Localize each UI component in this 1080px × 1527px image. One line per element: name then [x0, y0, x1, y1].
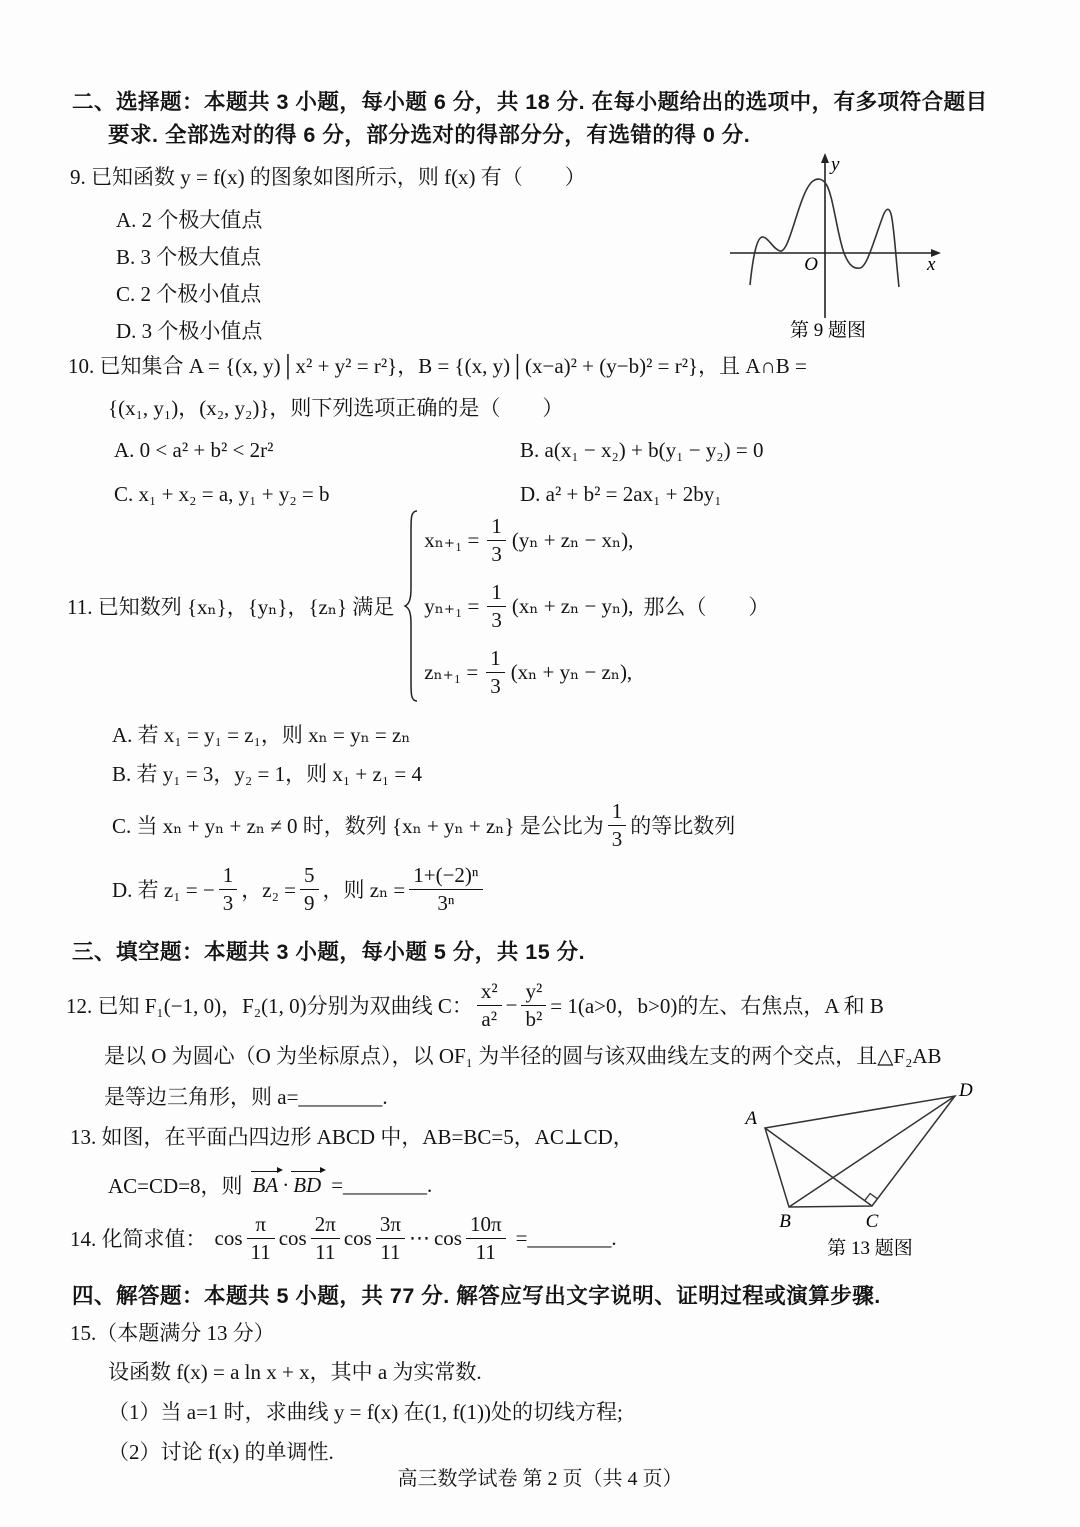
q9-function-graph	[703, 146, 953, 346]
q11-option-d-fraction3	[409, 864, 482, 915]
q12-stem-line2: 是以 O 为圆心（O 为坐标原点），以 OF₁ 为半径的圆与该双曲线左支的两个交点，且△F₂AB	[104, 1044, 942, 1068]
q13-line2-post: =________.	[331, 1172, 433, 1197]
question-9	[70, 162, 690, 350]
q13-line2-pre: AC=CD=8，则	[108, 1174, 243, 1198]
q11-option-c-pre: C. 当 xₙ + yₙ + zₙ ≠ 0 时，数列 {xₙ + yₙ + zₙ} 是公比为	[112, 814, 604, 838]
q15-stem-line1: 15.（本题满分 13 分）	[70, 1321, 275, 1345]
section2-heading-line1: 二、选择题：本题共 3 小题，每小题 6 分，共 18 分. 在每小题给出的选项中，有多项符合题目	[72, 90, 988, 114]
q11-d-frac2-numerator: 5	[300, 864, 319, 890]
q14-term3-fraction	[376, 1213, 405, 1264]
q14-term3-denominator: 11	[380, 1239, 401, 1264]
q11-option-d	[112, 856, 1012, 922]
question-10	[68, 344, 1028, 516]
q11-c-numerator: 1	[608, 800, 627, 826]
question-15	[70, 1318, 970, 1467]
q14-term3-fn: cos	[343, 1225, 372, 1250]
q11-equation-3	[424, 639, 633, 705]
q12-fraction1	[477, 980, 502, 1031]
system-brace-icon	[402, 508, 420, 704]
y-axis-label: y	[831, 154, 840, 175]
diagonal-bd	[789, 1096, 955, 1207]
q11-eq1-fraction	[487, 515, 506, 566]
q14-term2-denominator: 11	[315, 1239, 336, 1264]
q9-stem: 9. 已知函数 y = f(x) 的图象如图所示，则 f(x) 有（ ）	[70, 165, 586, 189]
q11-stem-prefix: 11. 已知数列 {xₙ}，{yₙ}，{zₙ} 满足	[67, 595, 395, 619]
vertex-b-label: B	[779, 1211, 791, 1232]
q10-option-b: B. a(x₁ − x₂) + b(y₁ − y₂) = 0	[520, 438, 764, 462]
q13-stem-line2	[70, 1170, 730, 1200]
q11-eq3-fraction	[486, 647, 505, 698]
q12-frac1-denominator: a²	[481, 1006, 498, 1031]
vertex-c-label: C	[865, 1211, 879, 1232]
q12-stem-line3: 是等边三角形，则 a=________.	[104, 1085, 388, 1109]
page-footer: 高三数学试卷 第 2 页（共 4 页）	[397, 1468, 683, 1490]
question-11	[67, 505, 769, 707]
q13-dot-operator: ·	[282, 1172, 290, 1197]
q12-stem-line1	[66, 974, 1036, 1036]
q11-option-c-post: 的等比数列	[630, 814, 736, 838]
q10-option-a: A. 0 < a² + b² < 2r²	[114, 438, 274, 462]
q12-frac2-numerator: y²	[521, 980, 546, 1006]
q14-term1-fn: cos	[214, 1225, 243, 1250]
q11-eq1-rhs: (yₙ + zₙ − xₙ),	[511, 527, 634, 552]
q11-eq2-denominator: 3	[491, 607, 502, 632]
y-axis-arrow-icon	[821, 153, 829, 163]
q11-eq2-rhs: (xₙ + zₙ − yₙ),	[511, 593, 634, 618]
q9-option-c: C. 2 个极小值点	[116, 282, 262, 306]
q11-option-d-mid2: ，则 zₙ =	[322, 878, 406, 902]
q14-term2-fraction	[311, 1213, 340, 1264]
q11-equation-system	[424, 507, 633, 705]
vertex-a-label: A	[745, 1108, 757, 1129]
q13-quadrilateral-figure	[715, 1082, 1015, 1267]
diagonal-ac	[765, 1128, 872, 1206]
q9-option-a: A. 2 个极大值点	[116, 208, 263, 232]
q14-term1-denominator: 11	[250, 1239, 271, 1264]
q11-option-c	[112, 794, 1012, 856]
q15-part2: （2）讨论 f(x) 的单调性.	[108, 1440, 334, 1464]
q11-option-c-fraction	[608, 800, 627, 851]
q11-eq2-lhs: yₙ₊₁ =	[424, 593, 480, 618]
q9-option-b: B. 3 个极大值点	[116, 245, 262, 269]
q13-vector-ba: BA	[249, 1173, 283, 1198]
section2-heading-line2: 要求. 全部选对的得 6 分，部分选对的得部分分，有选错的得 0 分.	[108, 123, 751, 147]
q9-option-d: D. 3 个极小值点	[116, 319, 263, 343]
q14-term1-numerator: π	[247, 1213, 275, 1239]
q14-pre: 14. 化简求值：	[70, 1227, 207, 1251]
q14-term4-denominator: 11	[475, 1239, 496, 1264]
q12-minus: −	[505, 992, 518, 1017]
q11-eq2-fraction	[487, 581, 506, 632]
right-angle-mark-icon	[865, 1194, 878, 1201]
q15-stem-line2: 设函数 f(x) = a ln x + x，其中 a 为实常数.	[108, 1360, 482, 1384]
q13-figure-caption: 第 13 题图	[827, 1238, 913, 1259]
q14-term2-fn: cos	[278, 1225, 307, 1250]
section2-heading	[72, 86, 1022, 152]
q14-term4-numerator: 10π	[466, 1213, 506, 1239]
q11-eq3-numerator: 1	[486, 647, 505, 673]
q11-equation-1	[424, 507, 633, 573]
q11-equation-2	[424, 573, 633, 639]
origin-label: O	[804, 254, 818, 275]
q14-term3-numerator: 3π	[376, 1213, 405, 1239]
q11-d-frac1-numerator: 1	[219, 864, 238, 890]
q11-option-d-fraction1	[219, 864, 238, 915]
q11-c-denominator: 3	[611, 826, 623, 851]
x-axis-label: x	[927, 254, 936, 275]
q11-eq2-numerator: 1	[487, 581, 506, 607]
q11-eq3-lhs: zₙ₊₁ =	[424, 659, 479, 684]
question-14	[70, 1208, 617, 1268]
q14-ellipsis: ⋯	[408, 1225, 430, 1250]
q13-vector-bd: BD	[289, 1173, 325, 1198]
quadrilateral-abcd	[765, 1096, 955, 1207]
q13-stem-line1: 13. 如图，在平面凸四边形 ABCD 中，AB=BC=5，AC⊥CD，	[70, 1125, 634, 1149]
q10-option-d: D. a² + b² = 2ax₁ + 2by₁	[520, 482, 722, 506]
q11-eq3-denominator: 3	[490, 673, 501, 698]
q11-d-frac3-numerator: 1+(−2)ⁿ	[409, 864, 482, 890]
q11-d-frac2-denominator: 9	[304, 890, 315, 915]
q12-frac2-denominator: b²	[525, 1006, 543, 1031]
q14-term2-numerator: 2π	[311, 1213, 340, 1239]
q11-d-frac1-denominator: 3	[222, 890, 234, 915]
q10-stem-line2: {(x₁, y₁)，(x₂, y₂)}，则下列选项正确的是（ ）	[108, 396, 564, 420]
q11-eq1-numerator: 1	[487, 515, 506, 541]
q11-option-a: A. 若 x₁ = y₁ = z₁，则 xₙ = yₙ = zₙ	[112, 723, 411, 747]
q14-term1-fraction	[247, 1213, 275, 1264]
vertex-d-label: D	[959, 1082, 973, 1101]
q11-stem-suffix: 那么（ ）	[643, 595, 770, 619]
q12-fraction2	[521, 980, 546, 1031]
q12-post: = 1(a>0，b>0)的左、右焦点，A 和 B	[550, 994, 884, 1018]
q14-term4-fn: cos	[433, 1225, 462, 1250]
q11-option-b: B. 若 y₁ = 3，y₂ = 1，则 x₁ + z₁ = 4	[112, 762, 422, 786]
q11-eq1-denominator: 3	[491, 541, 502, 566]
q11-d-frac3-denominator: 3ⁿ	[437, 890, 455, 915]
q11-option-d-pre: D. 若 z₁ = −	[112, 878, 215, 902]
q11-option-d-mid1: ，z₂ =	[241, 878, 296, 902]
q14-post: =________.	[515, 1225, 617, 1250]
q11-options	[112, 716, 1012, 922]
q11-eq3-rhs: (xₙ + yₙ − zₙ),	[510, 659, 633, 684]
question-13	[70, 1122, 730, 1200]
q12-frac1-numerator: x²	[477, 980, 502, 1006]
q11-eq1-lhs: xₙ₊₁ =	[424, 527, 480, 552]
q10-option-c: C. x₁ + x₂ = a, y₁ + y₂ = b	[114, 482, 330, 506]
q10-stem-line1: 10. 已知集合 A = {(x, y)│x² + y² = r²}，B = {(x, y)│(x−a)² + (y−b)² = r²}，且 A∩B =	[68, 354, 807, 378]
q12-pre: 12. 已知 F₁(−1, 0)，F₂(1, 0)分别为双曲线 C：	[66, 994, 473, 1018]
q9-figure-caption: 第 9 题图	[789, 320, 867, 341]
q14-term4-fraction	[466, 1213, 506, 1264]
section3-heading: 三、填空题：本题共 3 小题，每小题 5 分，共 15 分.	[72, 940, 586, 964]
section4-heading: 四、解答题：本题共 5 小题，共 77 分. 解答应写出文字说明、证明过程或演算步骤.	[72, 1284, 881, 1308]
q11-option-d-fraction2	[300, 864, 319, 915]
q15-part1: （1）当 a=1 时，求曲线 y = f(x) 在(1, f(1))处的切线方程;	[108, 1400, 623, 1424]
